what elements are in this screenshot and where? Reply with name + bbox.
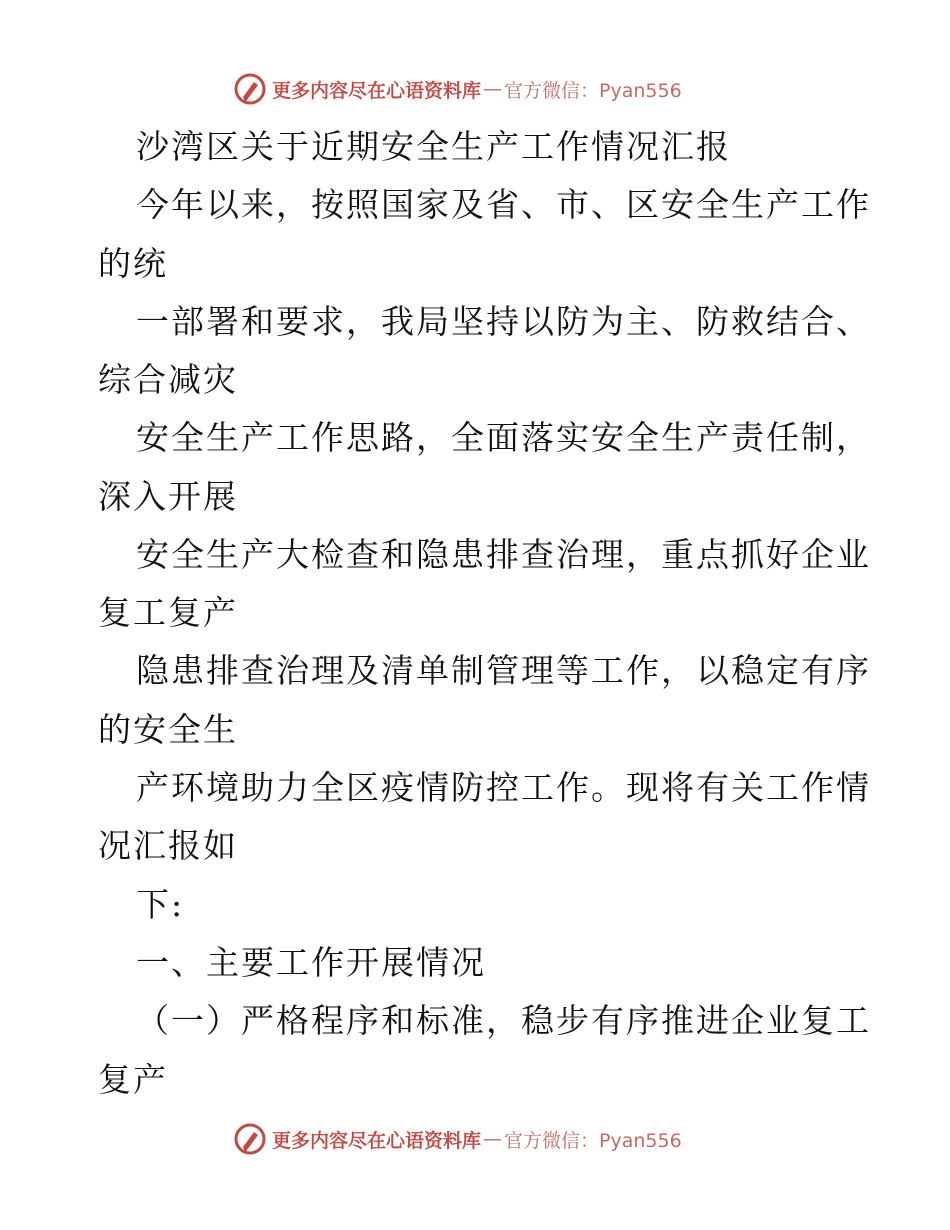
watermark-dash: — [483, 1128, 503, 1150]
paragraph-line: 一部署和要求，我局坚持以防为主、防救结合、 [136, 302, 871, 341]
paragraph-line: 今年以来，按照国家及省、市、区安全生产工作 [136, 185, 871, 224]
paragraph-line: 况汇报如 [98, 826, 238, 865]
paragraph-line: 复产 [98, 1060, 168, 1099]
watermark-dash: — [483, 78, 503, 100]
watermark-contact: 官方微信：Pyan556 [504, 1129, 682, 1152]
paragraph-line: 产环境助力全区疫情防控工作。现将有关工作情 [136, 768, 871, 807]
paragraph-line: 深入开展 [98, 477, 238, 516]
document-title: 沙湾区关于近期安全生产工作情况汇报 [136, 127, 731, 166]
paragraph-line: 安全生产大检查和隐患排查治理，重点抓好企业 [136, 535, 871, 574]
subsection-heading: （一）严格程序和标准，稳步有序推进企业复工 [136, 1001, 871, 1040]
paragraph-line: 安全生产工作思路，全面落实安全生产责任制， [136, 418, 871, 457]
watermark-main-text: 更多内容尽在心语资料库 [272, 1129, 482, 1152]
paragraph-line: 的安全生 [98, 710, 238, 749]
watermark-contact: 官方微信：Pyan556 [504, 79, 682, 102]
paragraph-line: 综合减灾 [98, 360, 238, 399]
paragraph-line: 下: [136, 885, 185, 924]
section-heading: 一、主要工作开展情况 [136, 943, 486, 982]
paragraph-line: 隐患排查治理及清单制管理等工作，以稳定有序 [136, 651, 871, 690]
pen-logo-icon [234, 1123, 266, 1155]
watermark-footer [234, 1122, 682, 1156]
paragraph-line: 的统 [98, 244, 168, 283]
paragraph-line: 复工复产 [98, 593, 238, 632]
watermark-main-text: 更多内容尽在心语资料库 [272, 79, 482, 102]
